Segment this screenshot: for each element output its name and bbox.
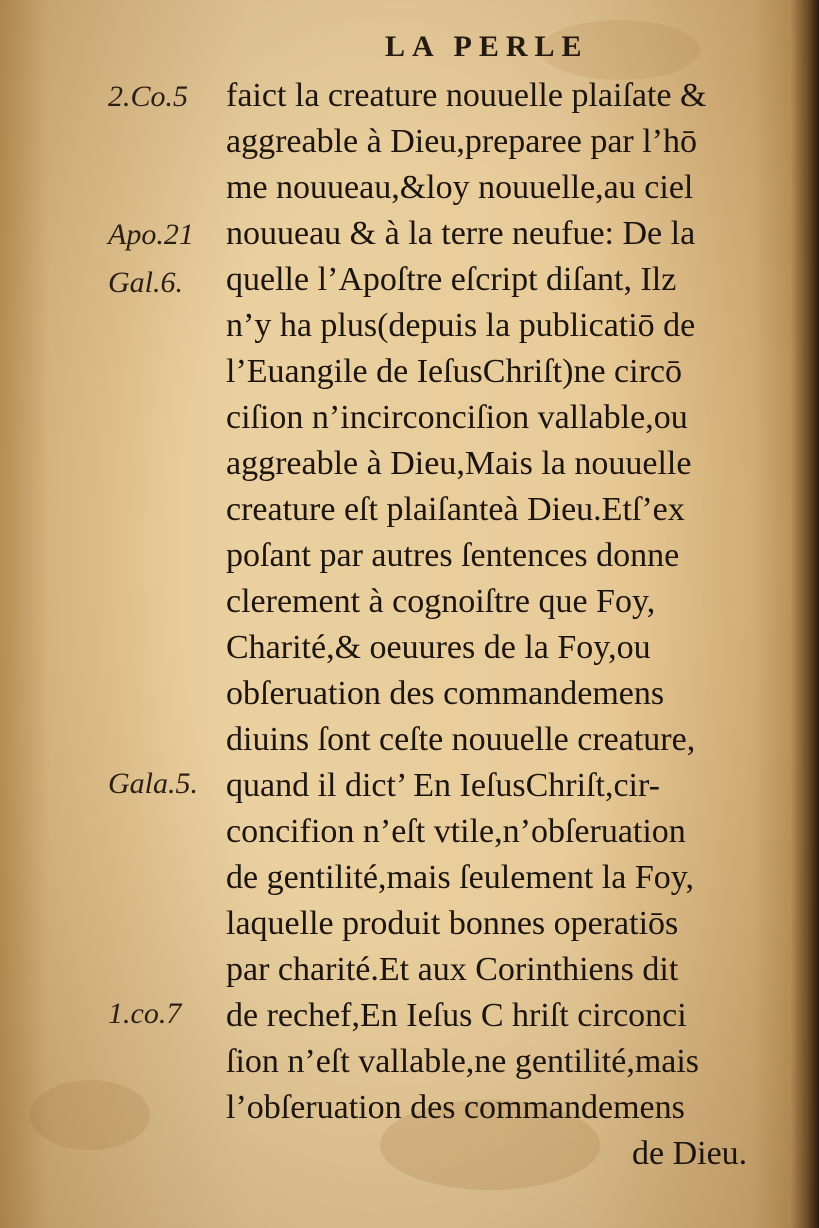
text-line: aggreable à Dieu,preparee par l’hō (226, 123, 698, 160)
text-line: de gentilité,mais ſeulement la Foy, (226, 859, 695, 896)
text-line: creature eſt plaiſanteà Dieu.Etſ’ex (226, 491, 685, 528)
text-line: ſion n’eſt vallable,ne gentilité,mais (226, 1043, 700, 1080)
text-line: faict la creature nouuelle plaiſate & (226, 77, 707, 114)
text-line: de Dieu. (632, 1135, 748, 1172)
text-line: laquelle produit bonnes operatiōs (226, 905, 679, 942)
text-line: diuins ſont ceſte nouuelle creature, (226, 721, 696, 758)
text-line: obſeruation des commandemens (226, 675, 665, 712)
text-line: Charité,& oeuures de la Foy,ou (226, 629, 651, 666)
text-line: ciſion n’incirconciſion vallable,ou (226, 399, 688, 436)
text-line: aggreable à Dieu,Mais la nouuelle (226, 445, 692, 482)
text-line: clerement à cognoiſtre que Foy, (226, 583, 656, 620)
text-line: quelle l’Apoſtre eſcript diſant, Ilz (226, 261, 677, 298)
running-head: LA PERLE (385, 30, 589, 63)
margin-note: Apo.21 (108, 218, 194, 251)
margin-note: Gala.5. (108, 767, 198, 800)
paper-stain (30, 1080, 150, 1150)
text-line: me nouueau,&loy nouuelle,au ciel (226, 169, 694, 206)
text-line: quand il dict’ En IeſusChriſt,cir- (226, 767, 660, 804)
text-line: par charité.Et aux Corinthiens dit (226, 951, 679, 988)
text-line: poſant par autres ſentences donne (226, 537, 680, 574)
text-line: concifion n’eſt vtile,n’obſeruation (226, 813, 686, 850)
text-line: n’y ha plus(depuis la publicatiō de (226, 307, 696, 344)
margin-note: 1.co.7 (108, 997, 182, 1030)
page-edge-shadow (791, 0, 819, 1228)
text-line: nouueau & à la terre neufue: De la (226, 215, 696, 252)
text-line: l’obſeruation des commandemens (226, 1089, 685, 1126)
margin-note: 2.Co.5 (108, 80, 189, 113)
margin-note: Gal.6. (108, 266, 183, 299)
text-line: de rechef,En Ieſus C hriſt circonci (226, 997, 687, 1034)
text-line: l’Euangile de IeſusChriſt)ne circō (226, 353, 682, 390)
